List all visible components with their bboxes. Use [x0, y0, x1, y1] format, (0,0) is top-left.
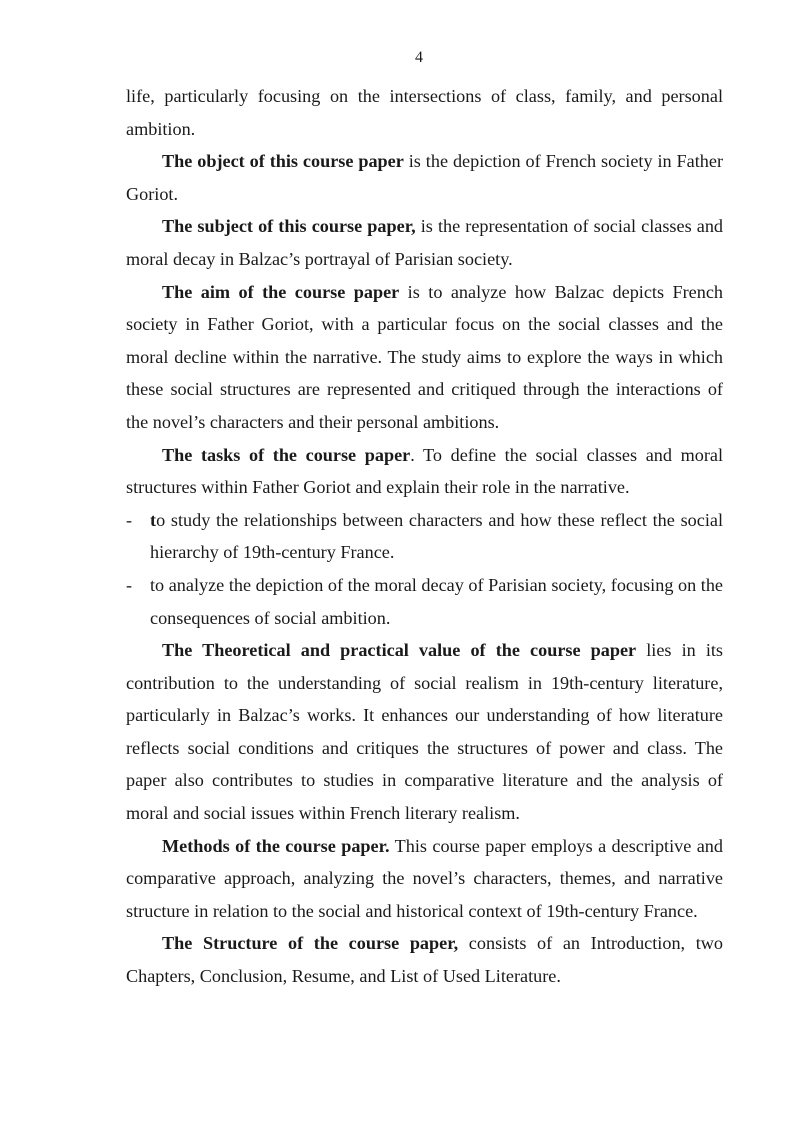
methods-text: This course paper employs a descriptive and comparative approach, analyzing the novel’s characters, themes, and narrative structure in relation to the social and historical context of 19th-century France.: [126, 835, 723, 921]
paragraph-aim: [126, 276, 723, 439]
document-body: [126, 80, 723, 993]
paragraph-methods: [126, 830, 723, 928]
paragraph-tasks: [126, 439, 723, 504]
subject-text: is the representation of social classes and moral decay in Balzac’s portrayal of Parisian society.: [126, 216, 724, 269]
paragraph-object: [126, 145, 723, 210]
tasks-text: . To define the social classes and moral structures within Father Goriot and explain their role in the narrative.: [126, 444, 723, 498]
paragraph-text: life, particularly focusing on the intersections of class, family, and personal ambition.: [126, 86, 723, 139]
list-dash: -: [126, 509, 133, 530]
tasks-heading: The tasks of the course paper: [162, 444, 411, 465]
list-dash: -: [126, 574, 133, 595]
structure-text: consists of an Introduction, two Chapters, Conclusion, Resume, and List of Used Literature.: [126, 933, 724, 987]
paragraph-continuation: [126, 80, 723, 145]
subject-heading: The subject of this course paper,: [162, 216, 416, 237]
paragraph-structure: [126, 927, 723, 992]
methods-heading: Methods of the course paper.: [162, 835, 390, 856]
list-text: to analyze the depiction of the moral decay of Parisian society, focusing on the consequences of social ambition.: [150, 574, 723, 628]
object-heading: The object of this course paper: [162, 151, 404, 172]
list-item: [126, 569, 723, 634]
aim-heading: The aim of the course paper: [162, 281, 400, 302]
paragraph-subject: [126, 210, 723, 275]
list-bold-prefix: t: [150, 509, 157, 530]
list-item: [126, 504, 723, 569]
paragraph-value: [126, 634, 723, 830]
structure-heading: The Structure of the course paper,: [162, 933, 459, 954]
aim-text: is to analyze how Balzac depicts French society in Father Goriot, with a particular focus on the social classes and the moral decline within the narrative. The study aims to explore the ways in which these social structures are represented and critiqued through the interactions of the novel’s characters and their personal ambitions.: [126, 281, 724, 432]
list-text: o study the relationships between characters and how these reflect the social hierarchy of 19th-century France.: [150, 509, 723, 563]
value-text: lies in its contribution to the understanding of social realism in 19th-century literature, particularly in Balzac’s works. It enhances our understanding of how literature reflects social conditions and critiques the structures of power and class. The paper also contributes to studies in comparative literature and the analysis of moral and social issues within French literary realism.: [126, 640, 723, 824]
object-text: is the depiction of French society in Father Goriot.: [126, 151, 724, 204]
page-number: 4: [415, 49, 423, 66]
value-heading: The Theoretical and practical value of the course paper: [162, 640, 637, 661]
